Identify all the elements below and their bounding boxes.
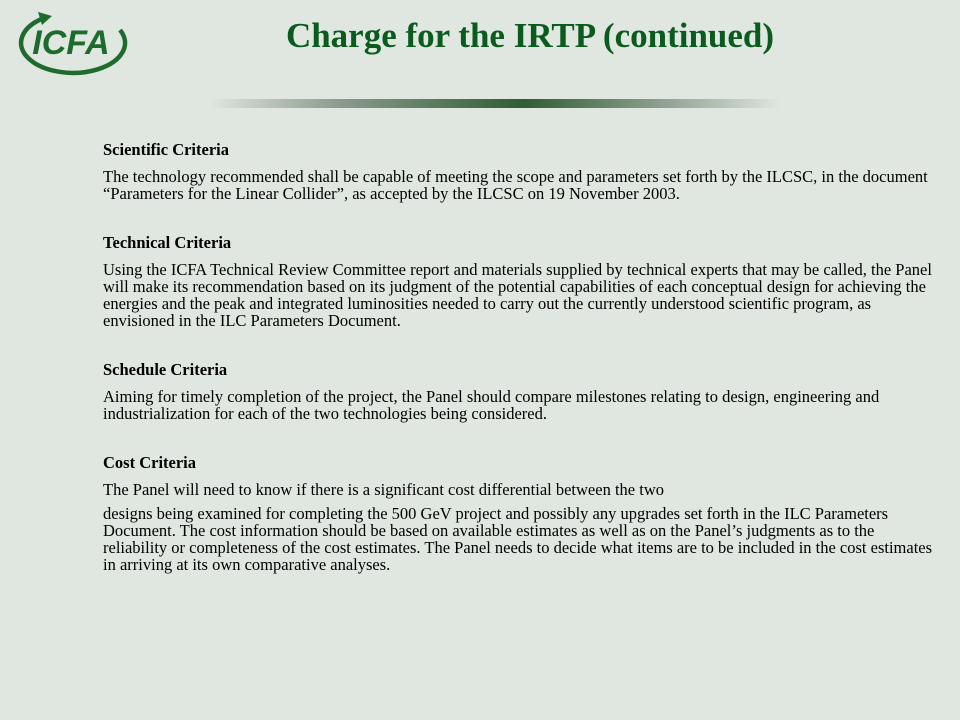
section-technical-criteria [103,233,933,329]
section-scientific-criteria [103,140,933,202]
logo-text: ICFA [32,24,110,62]
section-paragraph: Using the ICFA Technical Review Committee report and materials supplied by technical experts that may be called, the Panel will make its recommendation based on its judgment of the potential capabilities of each conceptual design for achieving the energies and the peak and integrated luminosities needed to carry out the currently understood scientific program, as envisioned in the ILC Parameters Document. [103,260,932,330]
section-paragraph: Aiming for timely completion of the project, the Panel should compare milestones relating to design, engineering and industrialization for each of the two technologies being considered. [103,387,880,423]
title-divider [210,99,780,108]
section-paragraph: The technology recommended shall be capable of meeting the scope and parameters set forth by the ILCSC, in the document “Parameters for the Linear Collider”, as accepted by the ILCSC on 19 November 2003. [103,167,928,203]
section-heading: Scientific Criteria [103,140,229,159]
icfa-logo [8,8,134,88]
section-schedule-criteria [103,360,933,422]
section-heading: Cost Criteria [103,453,197,472]
slide-title: Charge for the IRTP (continued) [285,16,775,55]
section-cost-criteria [103,453,933,573]
section-paragraph: designs being examined for completing the 500 GeV project and possibly any upgrades set forth in the ILC Parameters Document. The cost information should be based on available estimates as well as on the Panel’s judgments as to the reliability or completeness of the cost estimates. The Panel needs to decide what items are to be included in the cost estimates in arriving at its own comparative analyses. [103,504,933,574]
section-heading: Schedule Criteria [103,360,228,379]
slide-body [103,140,933,604]
section-heading: Technical Criteria [103,233,232,252]
section-paragraph: The Panel will need to know if there is a significant cost differential between the two [103,480,664,499]
